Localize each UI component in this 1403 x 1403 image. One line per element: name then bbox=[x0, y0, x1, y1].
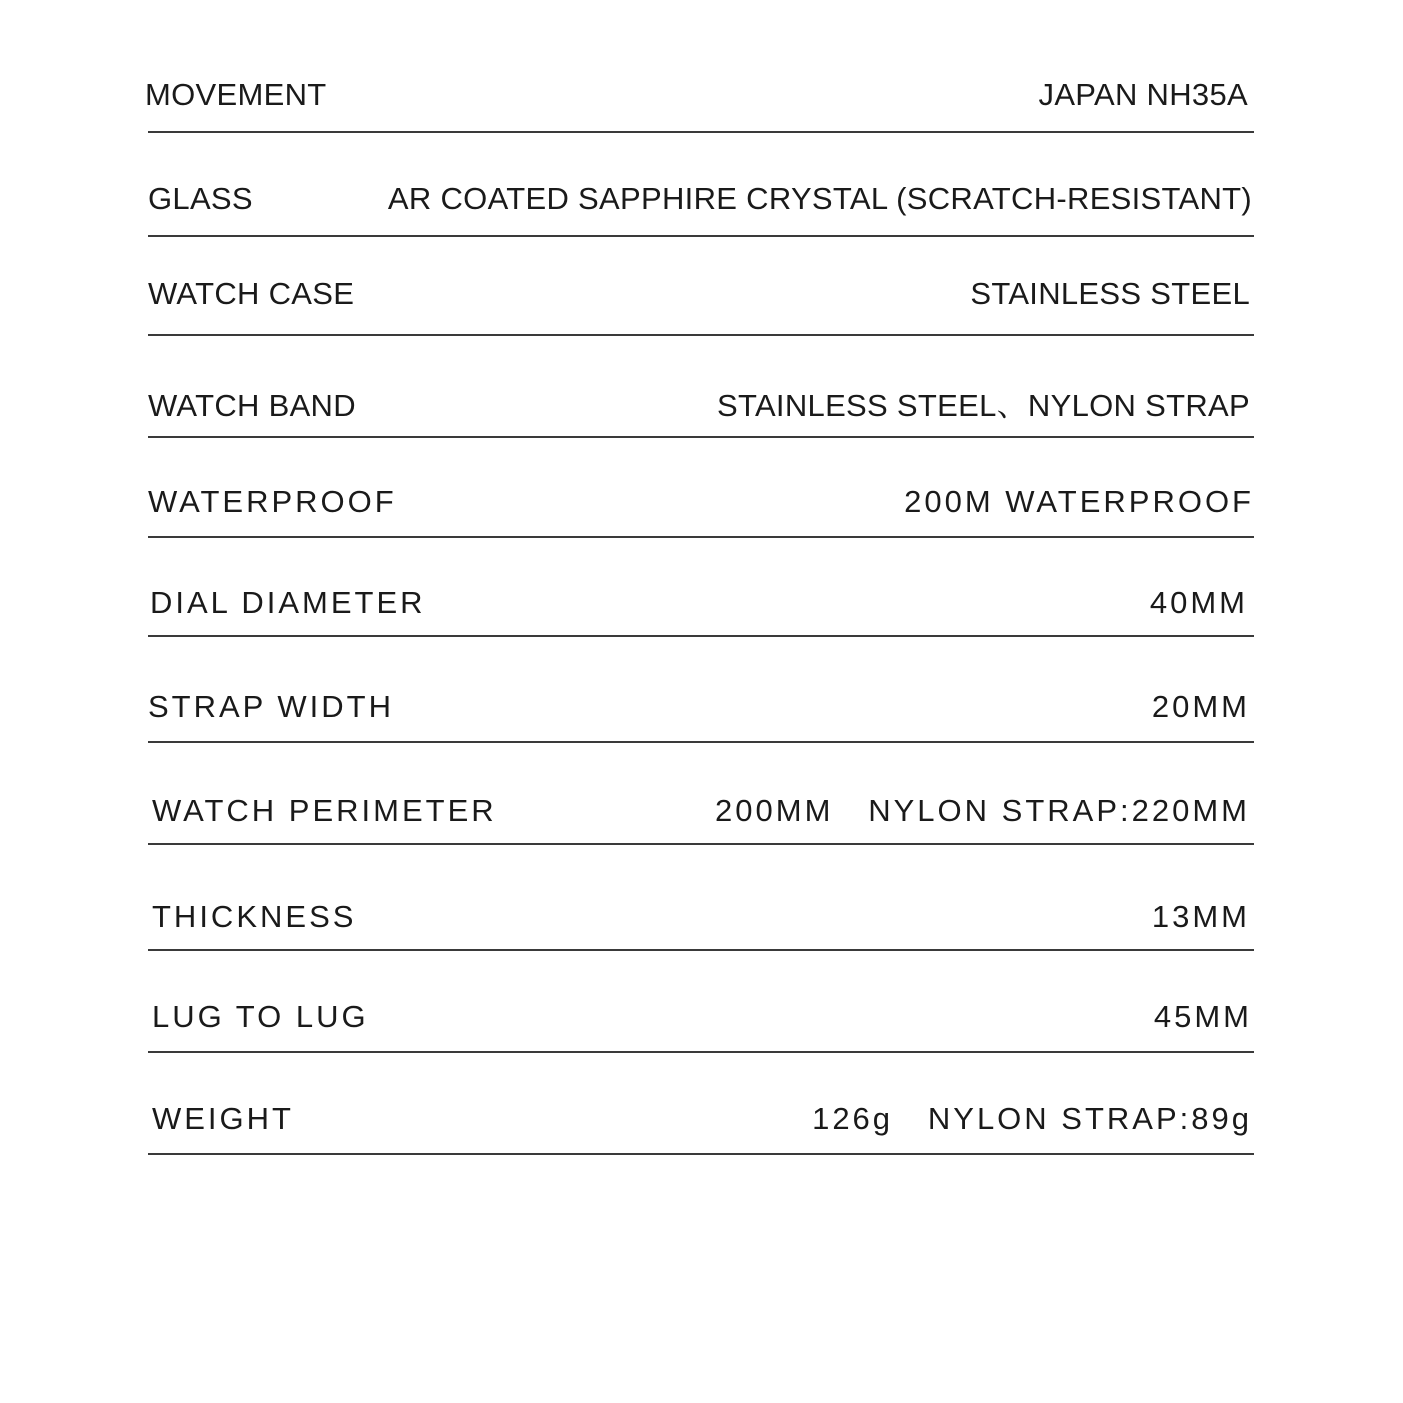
spec-label: MOVEMENT bbox=[145, 77, 327, 112]
spec-label: WATCH BAND bbox=[148, 388, 356, 423]
spec-value: JAPAN NH35A bbox=[1038, 77, 1248, 112]
spec-value: AR COATED SAPPHIRE CRYSTAL (SCRATCH-RESISTANT) bbox=[387, 181, 1252, 216]
spec-row-movement bbox=[145, 77, 1254, 133]
spec-value: 200MM NYLON STRAP:220MM bbox=[715, 793, 1250, 828]
spec-value: 45MM bbox=[1153, 999, 1252, 1034]
spec-label: THICKNESS bbox=[152, 899, 357, 934]
spec-label: WEIGHT bbox=[152, 1101, 294, 1136]
spec-value: 200M WATERPROOF bbox=[904, 484, 1254, 519]
spec-row-weight bbox=[148, 1101, 1254, 1155]
spec-row-watch-case bbox=[148, 276, 1254, 336]
spec-value: 40MM bbox=[1149, 585, 1248, 620]
spec-value: STAINLESS STEEL、NYLON STRAP bbox=[717, 388, 1250, 423]
spec-value: 20MM bbox=[1151, 689, 1250, 724]
spec-row-watch-perimeter bbox=[148, 793, 1254, 845]
spec-label: WATERPROOF bbox=[148, 484, 397, 519]
spec-label: GLASS bbox=[148, 181, 253, 216]
spec-label: STRAP WIDTH bbox=[148, 689, 394, 724]
spec-label: DIAL DIAMETER bbox=[150, 585, 426, 620]
spec-label: WATCH CASE bbox=[148, 276, 355, 311]
spec-row-waterproof bbox=[148, 484, 1254, 538]
spec-label: WATCH PERIMETER bbox=[152, 793, 497, 828]
spec-row-lug-to-lug bbox=[148, 999, 1254, 1053]
spec-row-glass bbox=[148, 181, 1254, 237]
spec-row-thickness bbox=[148, 899, 1254, 951]
spec-value: STAINLESS STEEL bbox=[970, 276, 1250, 311]
spec-row-watch-band bbox=[148, 388, 1254, 438]
spec-value: 126g NYLON STRAP:89g bbox=[812, 1101, 1252, 1136]
spec-label: LUG TO LUG bbox=[152, 999, 369, 1034]
spec-value: 13MM bbox=[1151, 899, 1250, 934]
spec-row-strap-width bbox=[148, 689, 1254, 743]
spec-row-dial-diameter bbox=[148, 585, 1254, 637]
